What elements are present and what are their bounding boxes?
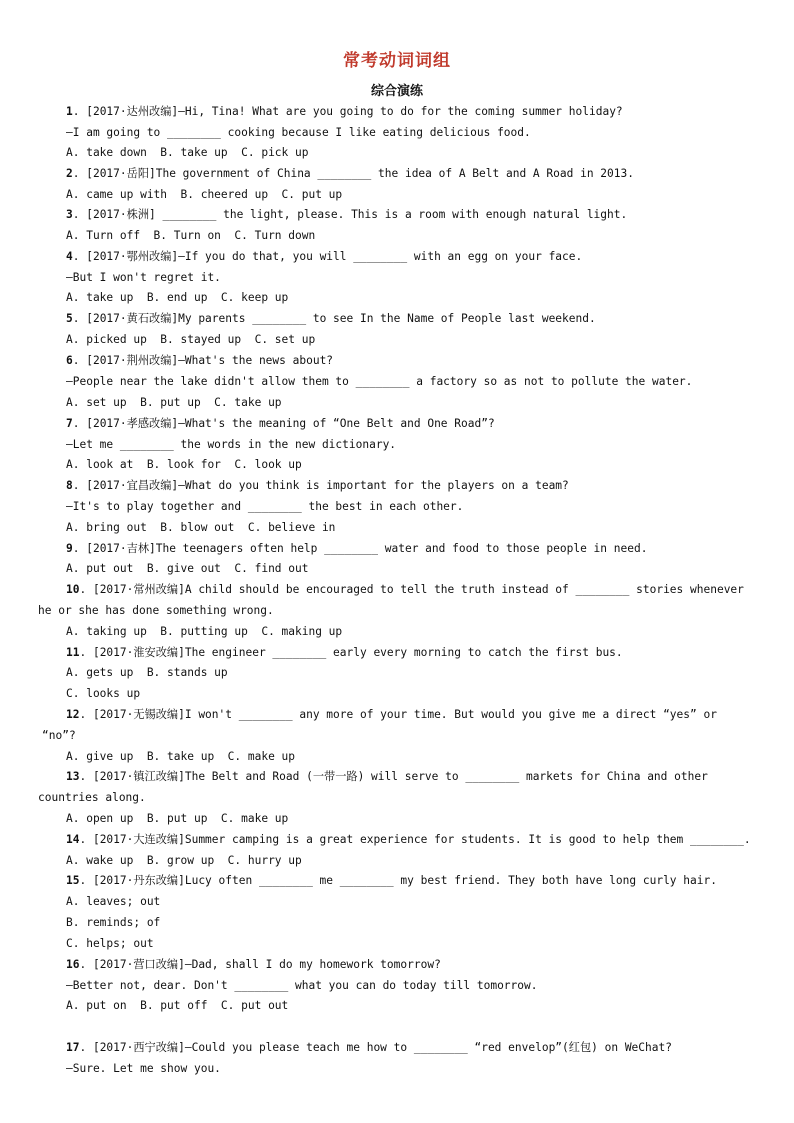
question-text: . [2017·株洲] ________ the light, please. This is a room with enough natural light. bbox=[72, 208, 628, 221]
question-stem bbox=[66, 1040, 672, 1056]
question-number: 3 bbox=[66, 208, 73, 221]
answer-options: A. leaves; out bbox=[66, 895, 161, 908]
question-text: . [2017·吉林]The teenagers often help ________ water and food to those people in need. bbox=[72, 542, 648, 555]
answer-options: C. looks up bbox=[66, 687, 141, 700]
answer-options: C. helps; out bbox=[66, 937, 154, 950]
question-line: —Sure. Let me show you. bbox=[66, 1062, 221, 1075]
question-text: . [2017·西宁改编]—Could you please teach me how to ________ “red envelop”(红包) on WeChat? bbox=[79, 1041, 672, 1054]
question-line: —Better not, dear. Don't ________ what you can do today till tomorrow. bbox=[66, 979, 538, 992]
question-number: 17 bbox=[66, 1041, 80, 1054]
question-text: . [2017·宜昌改编]—What do you think is important for the players on a team? bbox=[72, 479, 569, 492]
question-stem bbox=[66, 311, 596, 327]
answer-options: A. came up with B. cheered up C. put up bbox=[66, 188, 343, 201]
answer-options: A. Turn off B. Turn on C. Turn down bbox=[66, 229, 316, 242]
question-stem bbox=[66, 957, 441, 973]
question-text: . [2017·淮安改编]The engineer ________ early every morning to catch the first bus. bbox=[79, 646, 623, 659]
question-line: “no”? bbox=[42, 729, 76, 742]
question-text: . [2017·镇江改编]The Belt and Road (一带一路) will serve to ________ markets for China and other bbox=[79, 770, 708, 783]
question-text: . [2017·营口改编]—Dad, shall I do my homework tomorrow? bbox=[79, 958, 441, 971]
answer-options: A. set up B. put up C. take up bbox=[66, 396, 282, 409]
question-line: countries along. bbox=[38, 791, 146, 804]
question-stem bbox=[66, 353, 333, 369]
question-number: 1 bbox=[66, 105, 73, 118]
question-text: . [2017·岳阳]The government of China ________ the idea of A Belt and A Road in 2013. bbox=[72, 167, 634, 180]
question-stem bbox=[66, 707, 717, 723]
question-number: 8 bbox=[66, 479, 73, 492]
question-number: 9 bbox=[66, 542, 73, 555]
question-number: 13 bbox=[66, 770, 80, 783]
question-line: —But I won't regret it. bbox=[66, 271, 221, 284]
question-text: . [2017·达州改编]—Hi, Tina! What are you going to do for the coming summer holiday? bbox=[72, 105, 623, 118]
question-stem bbox=[66, 207, 627, 223]
question-number: 5 bbox=[66, 312, 73, 325]
question-number: 6 bbox=[66, 354, 73, 367]
question-line: —Let me ________ the words in the new dictionary. bbox=[66, 438, 397, 451]
question-line: —It's to play together and ________ the best in each other. bbox=[66, 500, 464, 513]
answer-options: A. picked up B. stayed up C. set up bbox=[66, 333, 316, 346]
question-number: 4 bbox=[66, 250, 73, 263]
answer-options: A. open up B. put up C. make up bbox=[66, 812, 289, 825]
question-text: . [2017·孝感改编]—What's the meaning of “One Belt and One Road”? bbox=[72, 417, 495, 430]
question-stem bbox=[66, 541, 647, 557]
answer-options: A. look at B. look for C. look up bbox=[66, 458, 302, 471]
question-stem bbox=[66, 873, 717, 889]
question-stem bbox=[66, 166, 634, 182]
question-text: . [2017·黄石改编]My parents ________ to see In the Name of People last weekend. bbox=[72, 312, 596, 325]
question-line: —I am going to ________ cooking because I like eating delicious food. bbox=[66, 126, 531, 139]
question-text: . [2017·丹东改编]Lucy often ________ me ________ my best friend. They both have long curly hair. bbox=[79, 874, 717, 887]
question-stem bbox=[66, 104, 623, 120]
question-text: . [2017·无锡改编]I won't ________ any more of your time. But would you give me a direct “yes” or bbox=[79, 708, 717, 721]
question-line: he or she has done something wrong. bbox=[38, 604, 274, 617]
question-stem bbox=[66, 478, 569, 494]
question-text: . [2017·常州改编]A child should be encouraged to tell the truth instead of ________ stories whenever bbox=[79, 583, 744, 596]
answer-options: A. take down B. take up C. pick up bbox=[66, 146, 309, 159]
question-number: 12 bbox=[66, 708, 80, 721]
answer-options: A. gets up B. stands up bbox=[66, 666, 228, 679]
answer-options: A. take up B. end up C. keep up bbox=[66, 291, 289, 304]
question-stem bbox=[66, 249, 582, 265]
answer-options: A. put out B. give out C. find out bbox=[66, 562, 309, 575]
question-number: 15 bbox=[66, 874, 80, 887]
question-text: . [2017·大连改编]Summer camping is a great experience for students. It is good to help them ________. bbox=[79, 833, 751, 846]
section-subtitle: 综合演练 bbox=[370, 84, 423, 99]
question-text: . [2017·荆州改编]—What's the news about? bbox=[72, 354, 334, 367]
page-title: 常考动词词组 bbox=[343, 51, 451, 71]
question-number: 14 bbox=[66, 833, 80, 846]
question-number: 2 bbox=[66, 167, 73, 180]
answer-options: A. put on B. put off C. put out bbox=[66, 999, 289, 1012]
answer-options: A. give up B. take up C. make up bbox=[66, 750, 296, 763]
question-text: . [2017·鄂州改编]—If you do that, you will ________ with an egg on your face. bbox=[72, 250, 583, 263]
question-number: 10 bbox=[66, 583, 80, 596]
answer-options: A. taking up B. putting up C. making up bbox=[66, 625, 343, 638]
question-number: 16 bbox=[66, 958, 80, 971]
question-stem bbox=[66, 645, 623, 661]
question-stem bbox=[66, 769, 708, 785]
question-number: 11 bbox=[66, 646, 80, 659]
answer-options: B. reminds; of bbox=[66, 916, 161, 929]
question-number: 7 bbox=[66, 417, 73, 430]
question-stem bbox=[66, 416, 495, 432]
question-line: —People near the lake didn't allow them to ________ a factory so as not to pollute the water. bbox=[66, 375, 693, 388]
question-stem bbox=[66, 582, 744, 598]
answer-options: A. bring out B. blow out C. believe in bbox=[66, 521, 336, 534]
answer-options: A. wake up B. grow up C. hurry up bbox=[66, 854, 302, 867]
question-stem bbox=[66, 832, 751, 848]
